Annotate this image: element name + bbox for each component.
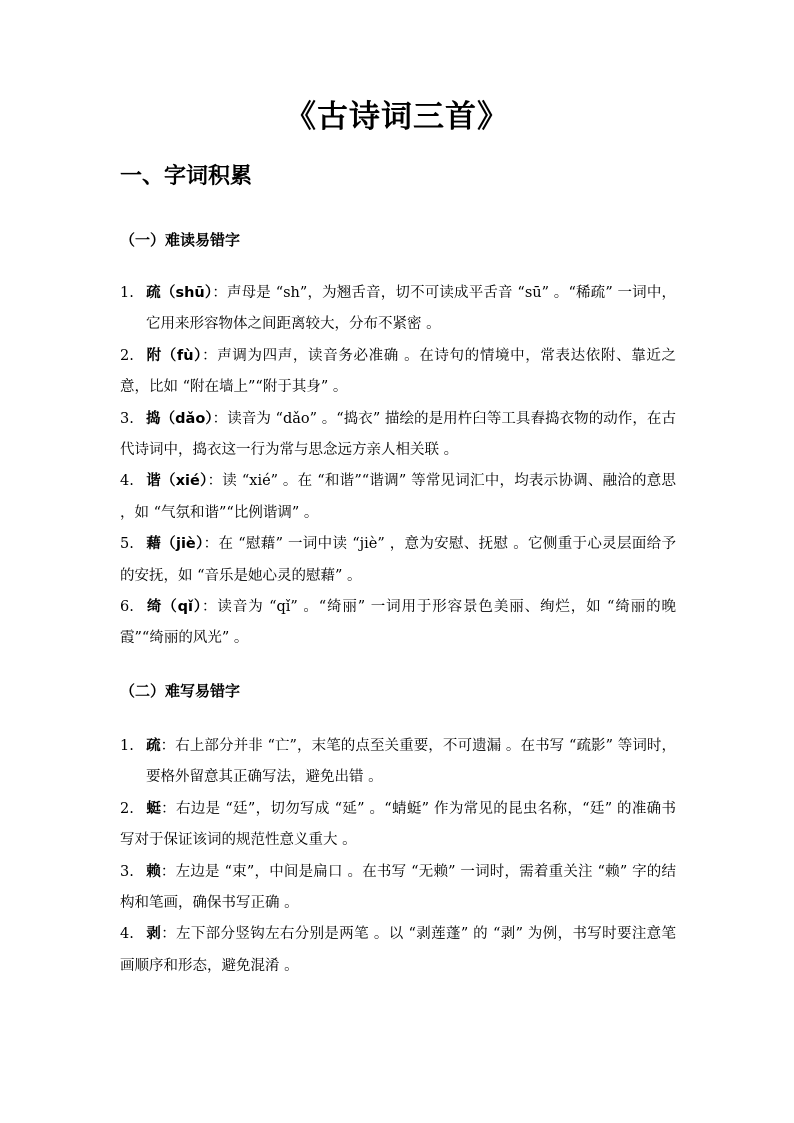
hard-to-read-list: [120, 278, 676, 655]
item-text: ：声母是 “sh”，为翘舌音，切不可读成平舌音 “sū” 。“稀疏” 一词中，它用来形容物体之间距离较大，分布不紧密 。: [146, 285, 676, 333]
item-text: ：读音为 “qǐ” 。“绮丽” 一词用于形容景色美丽、绚烂，如 “绮丽的晚霞”“绮丽的风光” 。: [120, 599, 676, 647]
list-item: [120, 919, 676, 982]
item-number: 2.: [120, 347, 134, 364]
subsection-heading-hard-to-read: （一）难读易错字: [120, 231, 241, 249]
item-number: 5.: [120, 536, 134, 553]
item-term: 附（fù）: [146, 347, 203, 364]
item-term: 疏（shū）: [146, 285, 213, 301]
item-term: 赖: [146, 863, 161, 880]
section-heading: 一、字词积累: [120, 164, 253, 189]
item-term: 疏: [146, 738, 161, 754]
list-item: [120, 466, 676, 529]
item-term: 剥: [146, 926, 162, 943]
item-text: ：右边是 “廷”，切勿写成 “延” 。“蜻蜓” 作为常见的昆虫名称，“廷” 的准确书写对于保证该词的规范性意义重大 。: [120, 800, 676, 849]
list-item: [120, 529, 676, 592]
item-text: ：读 “xié” 。在 “和谐”“谐调” 等常见词汇中，均表示协调、融洽的意思 ，如 “气氛和谐”“比例谐调” 。: [120, 473, 676, 521]
item-text: ：声调为四声，读音务必准确 。在诗句的情境中，常表达依附、靠近之意，比如 “附在墙上”“附于其身” 。: [120, 347, 676, 396]
item-term: 捣（dǎo）: [146, 410, 213, 427]
list-item: [120, 731, 676, 794]
item-number: 1.: [120, 285, 134, 301]
document-title: 《古诗词三首》: [285, 99, 509, 135]
list-item: [120, 857, 676, 920]
item-term: 谐（xié）: [146, 473, 208, 490]
list-item: [120, 341, 676, 404]
list-item: [120, 592, 676, 655]
list-item: [120, 794, 676, 857]
item-number: 6.: [120, 599, 134, 616]
item-text: ：左下部分竖钩左右分别是两笔 。以 “剥莲蓬” 的 “剥” 为例，书写时要注意笔画顺序和形态，避免混淆 。: [120, 926, 676, 974]
list-item: [120, 278, 676, 341]
item-number: 1.: [120, 738, 134, 754]
item-number: 3.: [120, 410, 134, 427]
subsection-heading-hard-to-write: （二）难写易错字: [120, 682, 241, 700]
item-term: 蜓: [146, 800, 162, 817]
item-number: 4.: [120, 926, 134, 943]
hard-to-write-list: [120, 731, 676, 982]
item-text: ：读音为 “dǎo” 。“捣衣” 描绘的是用杵臼等工具舂捣衣物的动作，在古代诗词中，捣衣这一行为常与思念远方亲人相关联 。: [120, 410, 676, 459]
list-item: [120, 404, 676, 467]
item-text: ：右上部分并非 “亡”，末笔的点至关重要，不可遗漏 。在书写 “疏影” 等词时，要格外留意其正确写法，避免出错 。: [146, 738, 676, 786]
item-term: 藉（jiè）: [146, 536, 204, 553]
item-term: 绮（qǐ）: [146, 599, 203, 616]
item-number: 2.: [120, 800, 134, 817]
item-number: 4.: [120, 473, 134, 490]
item-text: ：左边是 “束”，中间是扁口 。在书写 “无赖” 一词时，需着重关注 “赖” 字的结构和笔画，确保书写正确 。: [120, 863, 677, 912]
item-number: 3.: [120, 863, 134, 880]
item-text: ：在 “慰藉” 一词中读 “jiè” ，意为安慰、抚慰 。它侧重于心灵层面给予的安抚，如 “音乐是她心灵的慰藉” 。: [120, 536, 676, 584]
